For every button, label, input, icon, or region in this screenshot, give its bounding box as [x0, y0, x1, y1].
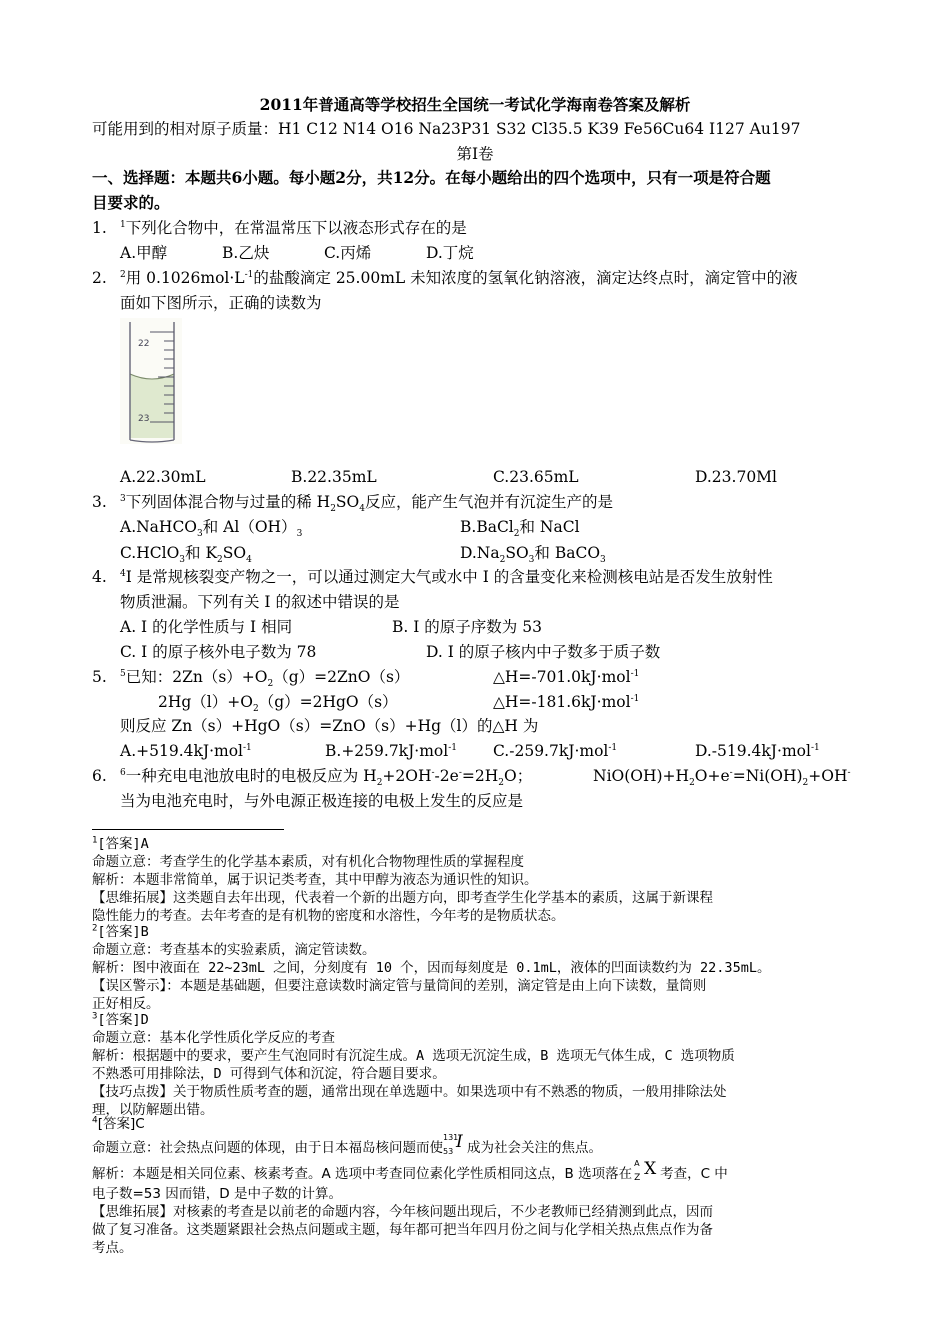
q5-option-b — [325, 741, 457, 761]
footnote-3-line: 理，以防解题出错。 — [92, 1102, 214, 1118]
footnote-3-mark: 3 — [92, 1011, 98, 1022]
footnote-1-line: 【思维拓展】这类题自去年出现，代表着一个新的出题方向，即考查学生化学基本的素质，这属于新课程 — [92, 890, 713, 906]
q3-d-sub3: 3 — [600, 555, 606, 566]
footnote-4-line: 考点。 — [92, 1240, 133, 1256]
q5-a-text: A.+519.4kJ·mol — [120, 742, 244, 760]
q6-r2-d: +OH — [808, 767, 848, 785]
footnote-ref-1: 1 — [120, 219, 126, 230]
section-heading-cont: 目要求的。 — [92, 193, 170, 212]
footnote-3-answer — [92, 1012, 149, 1028]
q6-r1-c: -2e — [434, 767, 459, 785]
tick-label-23: 23 — [138, 414, 150, 424]
footnote-ref-2: 2 — [120, 269, 126, 280]
q3-d-part1: D.Na — [460, 544, 500, 562]
isotope-mass: 131 — [443, 1133, 459, 1142]
question-3-number: 3. — [92, 493, 107, 511]
footnote-2-mark: 2 — [92, 923, 98, 934]
question-2-number: 2. — [92, 269, 107, 287]
q1-option-a: A.甲醇 — [120, 244, 168, 262]
q3-option-a — [120, 517, 303, 540]
q3-option-b — [460, 517, 580, 540]
q6-r2-sub2: 2 — [802, 778, 809, 789]
q5-reaction-2 — [158, 692, 398, 715]
isotope-i131 — [443, 1132, 467, 1156]
footnote-4-answer — [92, 1116, 145, 1132]
question-4-number: 4. — [92, 568, 107, 586]
footnote-4-l1a: 命题立意：社会热点问题的体现，由于日本福岛核问题而使 — [92, 1140, 443, 1156]
footnote-2-line: 正好相反。 — [92, 996, 160, 1012]
q6-reaction-1 — [120, 766, 533, 789]
q3-text-a: 下列固体混合物与过量的稀 H — [125, 493, 331, 511]
footnote-4-line — [92, 1159, 728, 1183]
q3-option-d — [460, 543, 606, 566]
q6-r2-sup2: - — [847, 767, 851, 778]
footnote-ref-4: 4 — [120, 568, 126, 579]
footnote-2-line: 解析：图中液面在 22~23mL 之间，分刻度有 10 个，因而每刻度是 0.1mL，液体的凹面读数约为 22.35mL。 — [92, 960, 771, 976]
question-2-stem-cont: 面如下图所示，正确的读数为 — [120, 294, 322, 312]
footnote-4-l2b: 考查，C 中 — [660, 1166, 728, 1182]
q6-r2-b: O+e — [694, 767, 730, 785]
q3-c-sub1: 3 — [179, 555, 186, 566]
footnote-3-line: 解析：根据题中的要求，要产生气泡同时有沉淀生成。A 选项无沉淀生成，B 选项无气体生成，C 选项物质 — [92, 1048, 735, 1064]
page-title: 2011年普通高等学校招生全国统一考试化学海南卷答案及解析 — [259, 95, 691, 114]
q5-enthalpy-2 — [493, 692, 639, 712]
q3-b-part1: B.BaCl — [460, 518, 514, 536]
q5-h2-sup: -1 — [630, 693, 640, 704]
footnote-4-line — [92, 1132, 602, 1156]
footnote-2-answer — [92, 924, 149, 940]
q4-option-b: B. I 的原子序数为 53 — [392, 618, 542, 636]
q5-r2-a: 2Hg（l）+O — [158, 693, 253, 711]
nuclide-azx — [632, 1159, 660, 1183]
q3-text-b: SO — [335, 493, 360, 511]
footnote-1-line: 命题立意：考查学生的化学基本素质，对有机化合物物理性质的掌握程度 — [92, 854, 524, 870]
q1-option-d: D.丁烷 — [426, 244, 474, 262]
footnote-3-line: 【技巧点拨】关于物质性质考查的题，通常出现在单选题中。如果选项中有不熟悉的物质，一般用排除法处 — [92, 1084, 727, 1100]
q4-text: I 是常规核裂变产物之一，可以通过测定大气或水中 I 的含量变化来检测核电站是否发生放射性 — [125, 568, 773, 586]
q3-a-part2: 和 Al（OH） — [202, 518, 297, 536]
q6-r1-sub: 2 — [376, 778, 383, 789]
question-1-text: 下列化合物中，在常温常压下以液态形式存在的是 — [125, 219, 467, 237]
q3-a-sub2: 3 — [296, 529, 303, 540]
q2-option-b: B.22.35mL — [291, 468, 377, 486]
footnote-1-mark: 1 — [92, 835, 98, 846]
q5-d-text: D.-519.4kJ·mol — [695, 742, 811, 760]
q5-a-sup: -1 — [243, 742, 252, 753]
q3-b-part2: 和 NaCl — [519, 518, 580, 536]
isotope-number: 53 — [443, 1147, 454, 1156]
q5-question: 则反应 Zn（s）+HgO（s）=ZnO（s）+Hg（l）的△H 为 — [120, 717, 539, 735]
question-2-stem — [120, 268, 798, 288]
q6-reaction-2 — [593, 766, 851, 789]
q2-text-b: 的盐酸滴定 25.00mL 未知浓度的氢氧化钠溶液，滴定达终点时，滴定管中的液 — [253, 269, 798, 287]
q5-h2-text: △H=-181.6kJ·mol — [493, 693, 631, 711]
nuclide-symbol: X — [644, 1159, 657, 1179]
q3-sub-1: 2 — [330, 504, 336, 515]
question-6-number: 6. — [92, 767, 107, 785]
q3-d-sub2: 3 — [528, 555, 535, 566]
q3-c-part2: 和 K — [185, 544, 218, 562]
q3-d-sub1: 2 — [499, 555, 506, 566]
footnote-3-answer-text: [答案]D — [97, 1012, 149, 1028]
q5-enthalpy-1 — [493, 667, 639, 687]
footnote-4-l2a: 解析：本题是相关同位素、核素考查。A 选项中考查同位素化学性质相同这点，B 选项落在 — [92, 1166, 633, 1182]
q5-r1-a: 已知：2Zn（s）+O — [125, 668, 268, 686]
footnote-2-line: 命题立意：考查基本的实验素质，滴定管读数。 — [92, 942, 376, 958]
burette-figure — [120, 318, 182, 444]
footnote-4-answer-text: [答案]C — [97, 1116, 145, 1132]
footnote-1-answer-text: [答案]A — [97, 836, 149, 852]
q3-a-part1: A.NaHCO — [120, 518, 198, 536]
q4-option-a: A. I 的化学性质与 I 相同 — [120, 618, 293, 636]
footnote-2-answer-text: [答案]B — [97, 924, 149, 940]
q6-r1-a: 一种充电电池放电时的电极反应为 H — [125, 767, 377, 785]
isotope-symbol: I — [456, 1132, 463, 1152]
q3-text-c: 反应，能产生气泡并有沉淀生产的是 — [364, 493, 613, 511]
q5-option-a — [120, 741, 252, 761]
atomic-masses: 可能用到的相对原子质量：H1 C12 N14 O16 Na23P31 S32 Cl35.5 K39 Fe56Cu64 I127 Au197 — [92, 120, 801, 138]
q5-d-sup: -1 — [810, 742, 820, 753]
footnote-1-answer — [92, 836, 149, 852]
footnote-4-l1b: 成为社会关注的焦点。 — [467, 1140, 602, 1156]
q5-option-d — [695, 741, 820, 761]
q3-c-part3: SO — [222, 544, 247, 562]
question-4-stem — [120, 567, 773, 587]
footnote-3-line: 不熟悉可用排除法，D 可得到气体和沉淀，符合题目要求。 — [92, 1066, 446, 1082]
q4-option-c: C. I 的原子核外电子数为 78 — [120, 643, 317, 661]
question-4-stem-cont: 物质泄漏。下列有关 I 的叙述中错误的是 — [120, 593, 400, 611]
q2-option-d: D.23.70Ml — [695, 468, 778, 486]
q2-option-c: C.23.65mL — [493, 468, 579, 486]
q5-reaction-1 — [120, 667, 410, 690]
q4-option-d: D. I 的原子核内中子数多于质子数 — [426, 643, 661, 661]
footnote-4-line: 【思维拓展】对核素的考查是以前老的命题内容，今年核问题出现后，不少老教师已经猜测到此点，因而 — [92, 1204, 713, 1220]
q6-r1-b: +2OH — [382, 767, 432, 785]
footnote-1-line: 解析：本题非常简单，属于识记类考查，其中甲醇为液态为通识性的知识。 — [92, 872, 538, 888]
footnote-ref-5: 5 — [120, 668, 126, 679]
q5-c-text: C.-259.7kJ·mol — [493, 742, 609, 760]
q6-r1-sup2: - — [458, 767, 462, 778]
q1-option-c: C.丙烯 — [324, 244, 372, 262]
question-1-number: 1. — [92, 219, 107, 237]
q5-r2-b: （g）=2HgO（s） — [258, 693, 398, 711]
q2-text-a: 用 0.1026mol·L — [125, 269, 245, 287]
volume-label: 第I卷 — [456, 145, 494, 163]
q3-d-part3: 和 BaCO — [534, 544, 601, 562]
q5-r2-sub: 2 — [252, 704, 259, 715]
q6-r2-sup: - — [729, 767, 733, 778]
q6-r1-sub2: 2 — [498, 778, 504, 789]
footnote-ref-3: 3 — [120, 493, 126, 504]
q5-h1-sup: -1 — [630, 668, 640, 679]
footnote-separator — [92, 829, 284, 830]
footnote-4-line: 电子数=53 因而错，D 是中子数的计算。 — [92, 1186, 342, 1202]
q5-b-text: B.+259.7kJ·mol — [325, 742, 449, 760]
q5-c-sup: -1 — [608, 742, 618, 753]
q3-c-sub3: 4 — [246, 555, 252, 566]
q6-r1-d: =2H — [461, 767, 499, 785]
footnote-4-mark: 4 — [92, 1115, 98, 1126]
question-3-stem — [120, 492, 613, 515]
q3-b-sub1: 2 — [513, 529, 520, 540]
question-1-stem — [120, 218, 467, 238]
q5-b-sup: -1 — [448, 742, 457, 753]
nuclide-mass: A — [634, 1159, 640, 1168]
q5-r1-sub: 2 — [267, 679, 274, 690]
q3-sub-2: 4 — [359, 504, 365, 515]
footnote-1-line: 隐性能力的考查。去年考查的是有机物的密度和水溶性，今年考的是物质状态。 — [92, 908, 565, 924]
q5-option-c — [493, 741, 617, 761]
footnote-4-line: 做了复习准备。这类题紧跟社会热点问题或主题，每年都可把当年四月份之间与化学相关热点焦点作为备 — [92, 1222, 713, 1238]
q3-c-sub2: 2 — [217, 555, 223, 566]
q6-r2-sub: 2 — [689, 778, 695, 789]
tick-label-22: 22 — [138, 339, 150, 349]
q3-c-part1: C.HClO — [120, 544, 180, 562]
section-heading: 一、选择题：本题共6小题。每小题2分，共12分。在每小题给出的四个选项中，只有一项是符合题 — [92, 168, 771, 187]
q2-sup: -1 — [244, 269, 254, 280]
q6-r1-sup: - — [431, 767, 435, 778]
q5-r1-b: （g）=2ZnO（s） — [273, 668, 410, 686]
q2-option-a: A.22.30mL — [120, 468, 206, 486]
burette-liquid — [130, 374, 174, 438]
footnote-ref-6: 6 — [120, 767, 126, 778]
q6-r1-e: O； — [503, 767, 533, 785]
q1-option-b: B.乙炔 — [222, 244, 270, 262]
q3-a-sub1: 3 — [197, 529, 203, 540]
q6-r2-a: NiO(OH)+H — [593, 767, 690, 785]
question-6-stem-cont: 当为电池充电时，与外电源正极连接的电极上发生的反应是 — [120, 792, 524, 810]
q3-d-part2: SO — [505, 544, 529, 562]
footnote-2-line: 【误区警示】：本题是基础题，但要注意读数时滴定管与量筒间的差别，滴定管是由上向下读数，量筒则 — [92, 978, 707, 994]
q3-option-c — [120, 543, 252, 566]
footnote-3-line: 命题立意：基本化学性质化学反应的考查 — [92, 1030, 335, 1046]
q6-r2-c: =Ni(OH) — [732, 767, 803, 785]
nuclide-number: Z — [634, 1173, 641, 1183]
q5-h1-text: △H=-701.0kJ·mol — [493, 668, 631, 686]
question-5-number: 5. — [92, 668, 107, 686]
